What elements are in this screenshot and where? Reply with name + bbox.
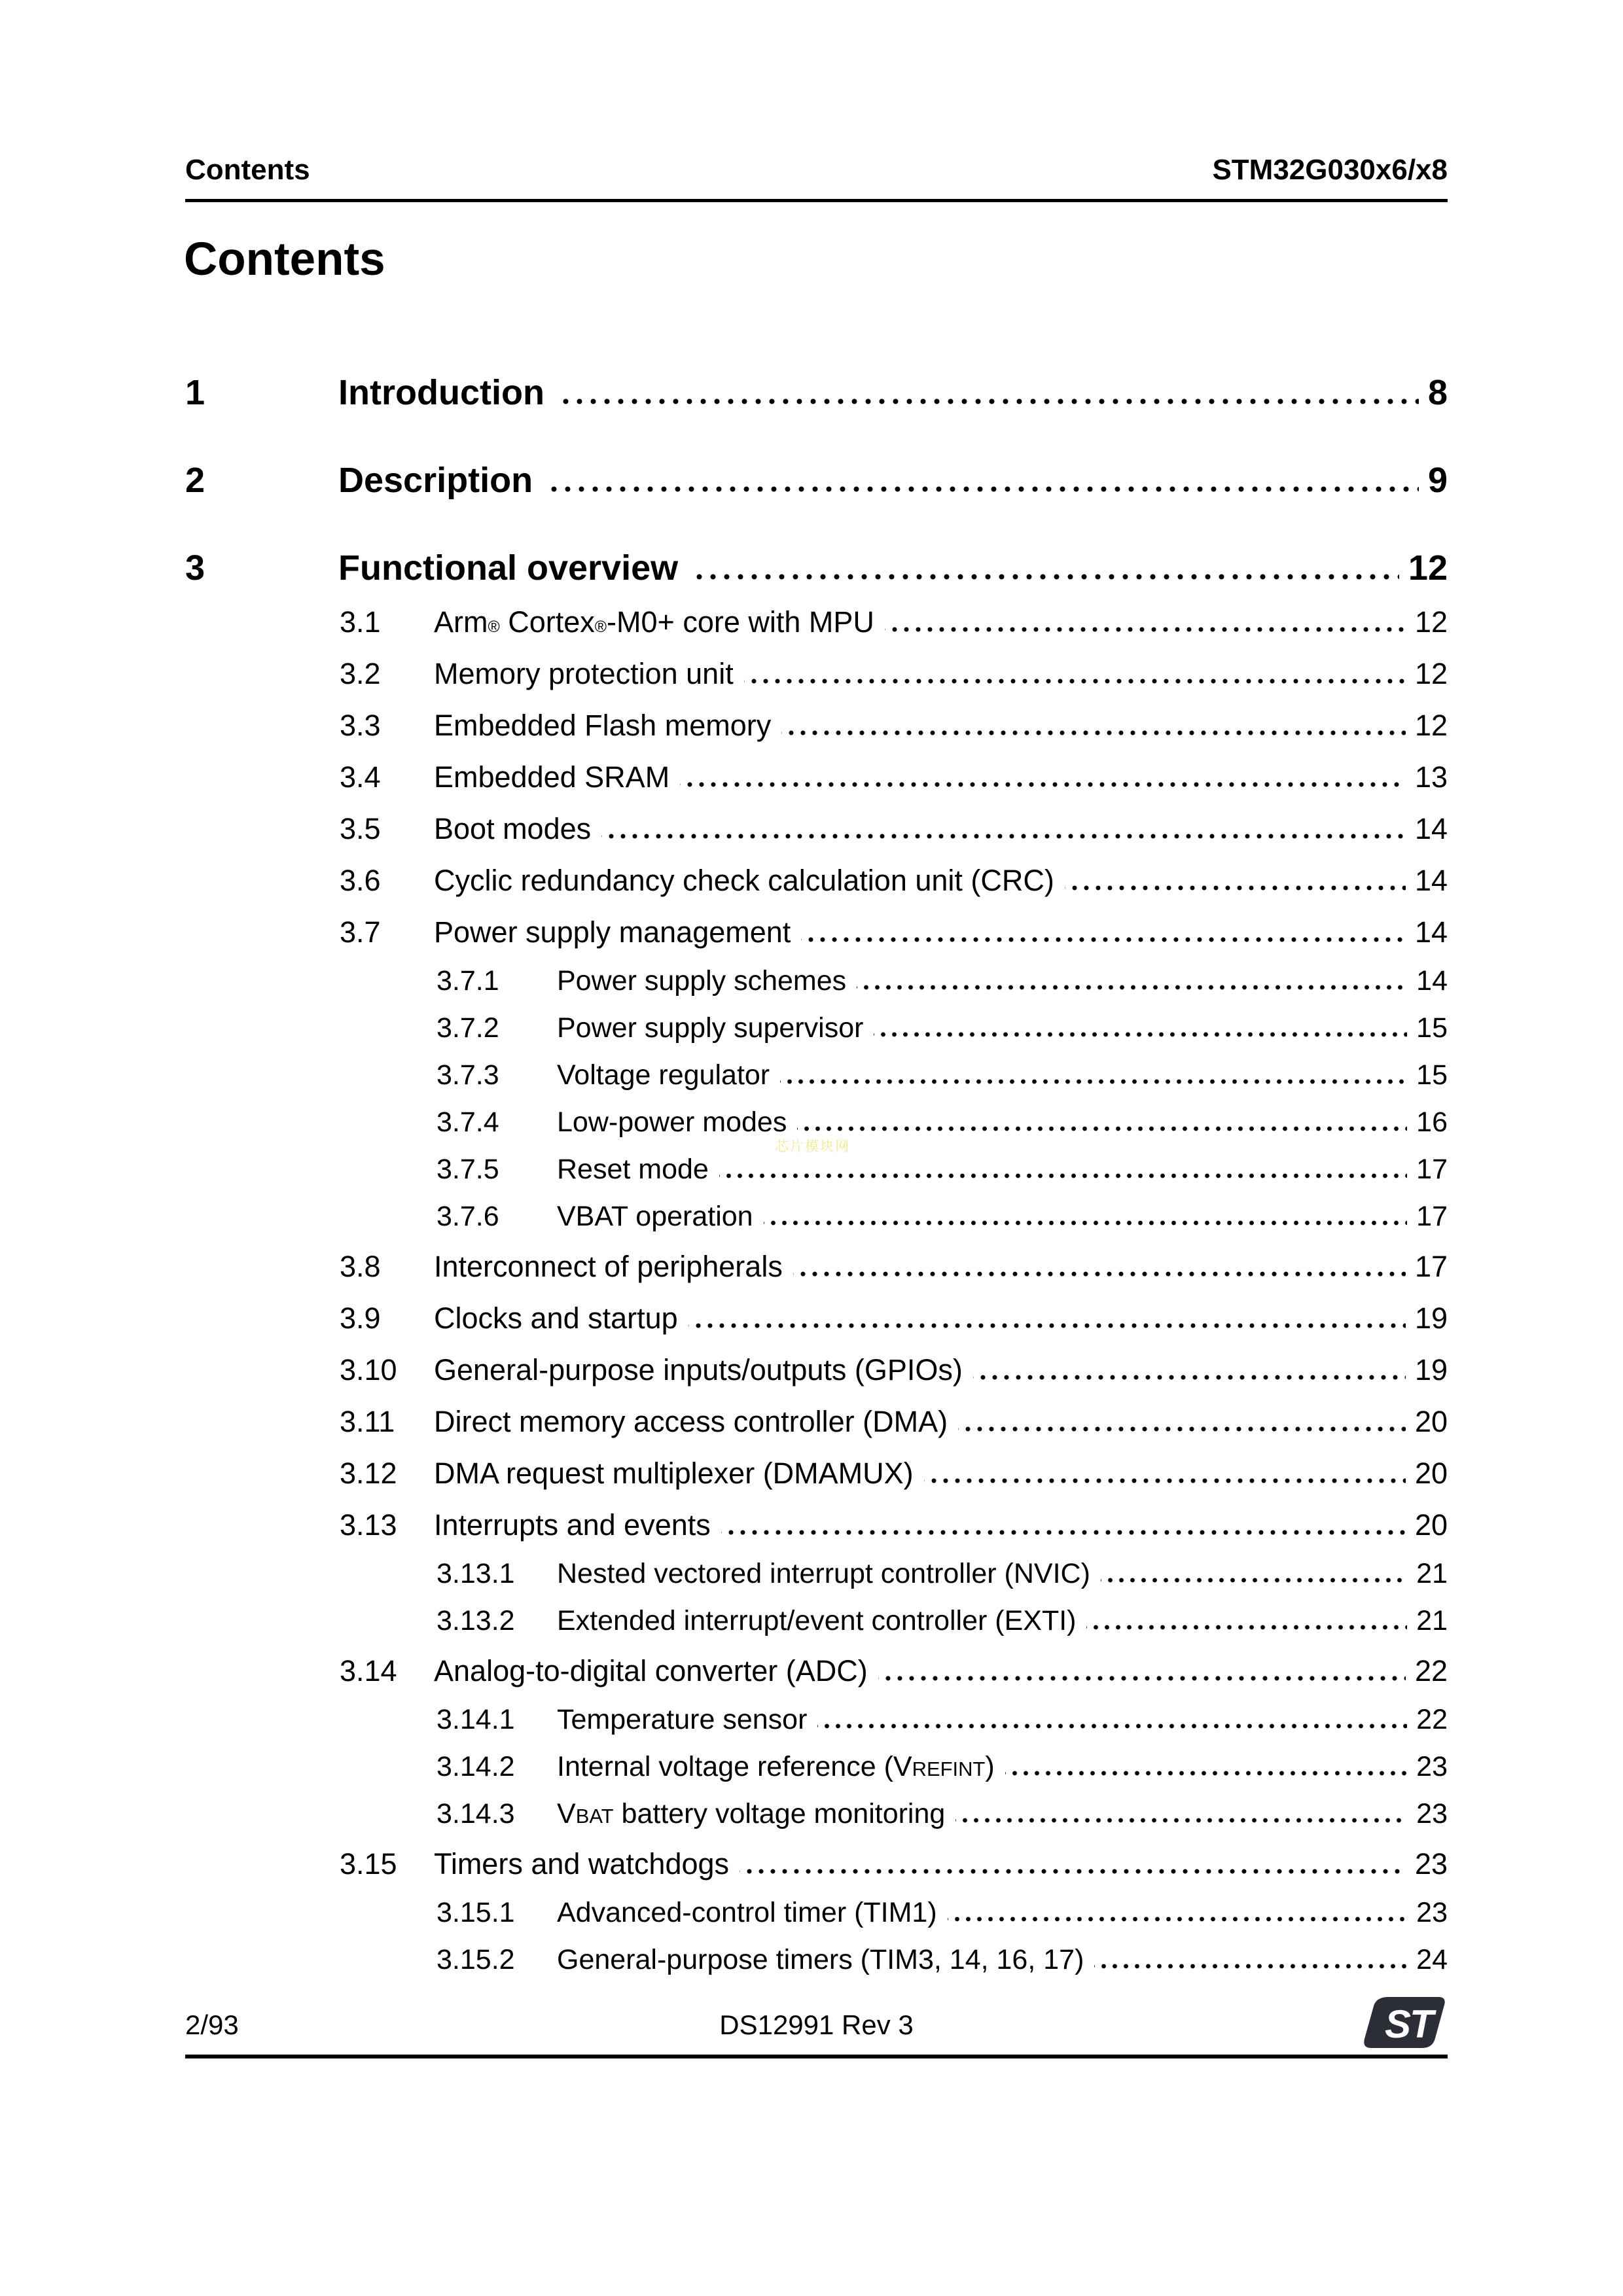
toc-entry-title: General-purpose timers (TIM3, 14, 16, 17) (557, 1944, 1084, 1975)
toc-entry-number: 3.11 (340, 1405, 395, 1438)
toc-entry-page-number: 21 (1416, 1605, 1448, 1636)
toc-entry-title: Reset mode (557, 1154, 709, 1185)
toc-entry-number: 3.15.2 (437, 1944, 515, 1975)
toc-entry-title: $V_{BAT}$ battery voltage monitoring (557, 1798, 946, 1829)
toc-entry-title: Functional overview (338, 548, 679, 588)
toc-row[interactable] (185, 1199, 1448, 1233)
toc-entry-number: 3.1 (340, 605, 381, 639)
toc-dot-leader (555, 395, 1419, 404)
toc-row[interactable] (185, 604, 1448, 641)
toc-entry-title: Cyclic redundancy check calculation unit (CRC) (434, 864, 1054, 897)
toc-row[interactable] (185, 862, 1448, 899)
toc-row[interactable] (185, 1455, 1448, 1492)
toc-entry-number: 3.15 (340, 1847, 397, 1881)
toc-entry-number: 3.4 (340, 760, 381, 794)
toc-entry-title: Memory protection unit (434, 657, 734, 690)
header-rule (185, 199, 1448, 202)
toc-dot-leader (740, 1865, 1406, 1874)
toc-entry-number: 3.9 (340, 1301, 381, 1335)
running-header (185, 154, 1448, 186)
toc-dot-leader (1005, 1767, 1407, 1776)
toc-entry-number: 3.7.4 (437, 1106, 499, 1138)
toc-dot-leader (874, 1028, 1407, 1037)
toc-dot-leader (1094, 1960, 1407, 1969)
toc-row[interactable] (185, 914, 1448, 951)
toc-dot-leader (958, 1422, 1406, 1432)
toc-row[interactable] (185, 372, 1448, 414)
toc-row[interactable] (185, 1750, 1448, 1784)
toc-entry-number: 3.15.1 (437, 1897, 515, 1928)
toc-row[interactable] (185, 1846, 1448, 1882)
toc-row[interactable] (185, 1703, 1448, 1737)
toc-row[interactable] (185, 1058, 1448, 1092)
toc-entry-number: 3.8 (340, 1250, 381, 1283)
toc-entry-number: 3.7.1 (437, 965, 499, 997)
toc-entry-title: Low-power modes (557, 1106, 787, 1138)
toc-entry-title: Temperature sensor (557, 1704, 808, 1735)
toc-dot-leader (1101, 1574, 1407, 1583)
toc-entry-number: 3.7.5 (437, 1154, 499, 1185)
toc-entry-title: Extended interrupt/event controller (EXTI) (557, 1605, 1077, 1636)
toc-entry-page-number: 23 (1416, 1897, 1448, 1928)
toc-entry-title: Nested vectored interrupt controller (NVIC) (557, 1558, 1090, 1589)
toc-dot-leader (948, 1913, 1407, 1922)
toc-entry-title: Direct memory access controller (DMA) (434, 1405, 948, 1438)
toc-entry-page-number: 12 (1414, 605, 1448, 639)
toc-entry-page-number: 23 (1416, 1798, 1448, 1829)
toc-entry-page-number: 8 (1427, 373, 1448, 412)
toc-dot-leader (688, 1319, 1406, 1328)
page-title: Contents (184, 234, 385, 285)
running-header-part-number: STM32G030x6/x8 (1212, 154, 1448, 186)
toc-row[interactable] (185, 1011, 1448, 1045)
toc-row[interactable] (185, 1653, 1448, 1689)
toc-entry-title: Timers and watchdogs (434, 1847, 730, 1881)
toc-row[interactable] (185, 459, 1448, 501)
toc-dot-leader (744, 675, 1406, 684)
toc-entry-page-number: 17 (1414, 1250, 1448, 1283)
toc-entry-title: Advanced-control timer (TIM1) (557, 1897, 937, 1928)
toc-entry-page-number: 14 (1414, 812, 1448, 845)
toc-entry-page-number: 16 (1416, 1106, 1448, 1138)
toc-dot-leader (793, 1267, 1406, 1277)
watermark-text: 芯片模块网 (775, 1139, 850, 1154)
toc-dot-leader (781, 726, 1406, 735)
toc-dot-leader (719, 1169, 1407, 1178)
toc-entry-page-number: 23 (1414, 1847, 1448, 1881)
toc-row[interactable] (185, 1604, 1448, 1638)
toc-entry-page-number: 20 (1414, 1508, 1448, 1542)
toc-entry-number: 1 (185, 373, 205, 412)
toc-entry-number: 3.13.2 (437, 1605, 515, 1636)
svg-text:ST: ST (1385, 2002, 1433, 2046)
toc-entry-title: Power supply supervisor (557, 1012, 864, 1044)
toc-entry-page-number: 17 (1416, 1154, 1448, 1185)
toc-dot-leader (764, 1216, 1408, 1226)
toc-entry-number: 3.13.1 (437, 1558, 515, 1589)
toc-entry-page-number: 13 (1414, 760, 1448, 794)
toc-entry-page-number: 12 (1414, 709, 1448, 742)
toc-row[interactable] (185, 811, 1448, 847)
toc-entry-page-number: 23 (1416, 1751, 1448, 1782)
toc-row[interactable] (185, 1300, 1448, 1337)
toc-entry-title: VBAT operation (557, 1201, 753, 1232)
toc-row[interactable] (185, 1248, 1448, 1285)
toc-entry-number: 3.13 (340, 1508, 397, 1542)
toc-entry-page-number: 22 (1414, 1654, 1448, 1687)
toc-row[interactable] (185, 547, 1448, 589)
toc-row[interactable] (185, 759, 1448, 796)
toc-entry-number: 2 (185, 461, 205, 500)
toc-entry-page-number: 12 (1408, 548, 1448, 588)
toc-dot-leader (857, 981, 1407, 990)
toc-entry-number: 3.14.1 (437, 1704, 515, 1735)
toc-entry-page-number: 15 (1416, 1059, 1448, 1091)
toc-entry-page-number: 20 (1414, 1457, 1448, 1490)
toc-entry-number: 3.12 (340, 1457, 397, 1490)
toc-entry-title: Embedded Flash memory (434, 709, 772, 742)
toc-entry-number: 3.14.3 (437, 1798, 515, 1829)
toc-entry-page-number: 19 (1414, 1353, 1448, 1386)
toc-entry-number: 3.7 (340, 915, 381, 949)
toc-entry-page-number: 22 (1416, 1704, 1448, 1735)
toc-entry-number: 3.3 (340, 709, 381, 742)
toc-entry-number: 3.5 (340, 812, 381, 845)
toc-entry-title: Internal voltage reference $(V_{REFINT})$ (557, 1751, 995, 1782)
toc-dot-leader (680, 778, 1406, 787)
toc-entry-page-number: 14 (1416, 965, 1448, 997)
toc-entry-title: Embedded SRAM (434, 760, 670, 794)
toc-entry-number: 3 (185, 548, 205, 588)
toc-entry-number: 3.6 (340, 864, 381, 897)
toc-entry-page-number: 15 (1416, 1012, 1448, 1044)
toc-row[interactable] (185, 1557, 1448, 1591)
toc-dot-leader (797, 1122, 1407, 1131)
toc-dot-leader (688, 571, 1399, 580)
toc-entry-number: 3.14 (340, 1654, 397, 1687)
table-of-contents (185, 372, 1448, 1977)
toc-dot-leader (1065, 881, 1406, 891)
toc-entry-title: Boot modes (434, 812, 592, 845)
toc-row[interactable] (185, 1797, 1448, 1831)
toc-entry-page-number: 20 (1414, 1405, 1448, 1438)
toc-entry-title: Voltage regulator (557, 1059, 770, 1091)
toc-row[interactable] (185, 964, 1448, 998)
toc-entry-page-number: 17 (1416, 1201, 1448, 1232)
toc-entry-number: 3.7.3 (437, 1059, 499, 1091)
footer-doc-reference: DS12991 Rev 3 (719, 2009, 914, 2040)
toc-entry-number: 3.2 (340, 657, 381, 690)
footer-page-indicator: 2/93 (185, 2009, 239, 2040)
toc-entry-number: 3.10 (340, 1353, 397, 1386)
running-header-section: Contents (185, 154, 310, 186)
toc-entry-page-number: 24 (1416, 1944, 1448, 1975)
toc-dot-leader (973, 1371, 1406, 1380)
toc-dot-leader (721, 1526, 1406, 1535)
toc-entry-page-number: 19 (1414, 1301, 1448, 1335)
toc-entry-title: Clocks and startup (434, 1301, 678, 1335)
toc-entry-title: Description (338, 461, 533, 500)
toc-entry-title: Analog-to-digital converter (ADC) (434, 1654, 868, 1687)
toc-entry-page-number: 14 (1414, 915, 1448, 949)
toc-entry-number: 3.7.2 (437, 1012, 499, 1044)
toc-row[interactable] (185, 1404, 1448, 1440)
toc-row[interactable] (185, 1896, 1448, 1930)
toc-row[interactable] (185, 1152, 1448, 1186)
toc-row[interactable] (185, 1352, 1448, 1388)
toc-row[interactable] (185, 1943, 1448, 1977)
toc-dot-leader (924, 1474, 1406, 1483)
footer-rule (185, 2055, 1448, 2058)
toc-dot-leader (543, 483, 1419, 492)
toc-dot-leader (601, 830, 1406, 839)
toc-entry-title: Interrupts and events (434, 1508, 711, 1542)
toc-entry-page-number: 9 (1427, 461, 1448, 500)
toc-row[interactable] (185, 707, 1448, 744)
toc-entry-title: Interconnect of peripherals (434, 1250, 783, 1283)
toc-dot-leader (817, 1720, 1407, 1729)
toc-dot-leader (801, 933, 1406, 942)
toc-entry-title: Introduction (338, 373, 544, 412)
toc-entry-title: General-purpose inputs/outputs (GPIOs) (434, 1353, 963, 1386)
toc-entry-title: Arm® Cortex®-M0+ core with MPU (434, 605, 874, 639)
toc-entry-title: Power supply schemes (557, 965, 847, 997)
toc-dot-leader (955, 1814, 1407, 1823)
toc-row[interactable] (185, 1507, 1448, 1544)
toc-row[interactable] (185, 1105, 1448, 1139)
toc-entry-page-number: 21 (1416, 1558, 1448, 1589)
toc-entry-title: Power supply management (434, 915, 791, 949)
toc-entry-page-number: 12 (1414, 657, 1448, 690)
toc-entry-title: DMA request multiplexer (DMAMUX) (434, 1457, 914, 1490)
toc-entry-page-number: 14 (1414, 864, 1448, 897)
toc-row[interactable] (185, 656, 1448, 692)
toc-dot-leader (780, 1075, 1407, 1084)
toc-dot-leader (878, 1672, 1406, 1681)
toc-entry-number: 3.14.2 (437, 1751, 515, 1782)
toc-entry-number: 3.7.6 (437, 1201, 499, 1232)
toc-dot-leader (885, 623, 1406, 632)
st-logo-icon (1361, 1994, 1448, 2051)
toc-dot-leader (1086, 1621, 1407, 1630)
